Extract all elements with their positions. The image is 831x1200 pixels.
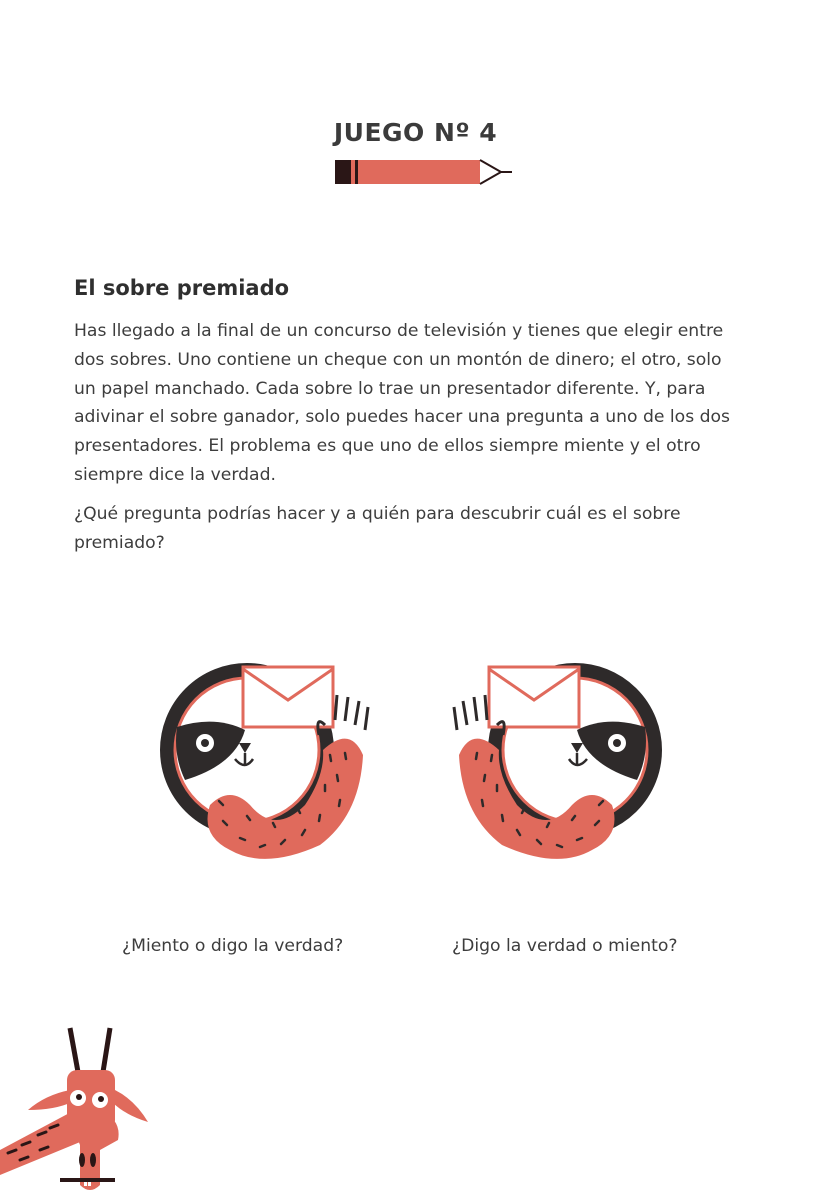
pencil-icon (333, 157, 513, 185)
left-sloth-caption: ¿Miento o digo la verdad? (122, 936, 344, 956)
goat-icon (0, 1010, 160, 1200)
right-sloth-caption: ¿Digo la verdad o miento? (452, 936, 678, 956)
sloth-with-envelope-icon (437, 655, 667, 870)
puzzle-description: Has llegado a la final de un concurso de televisión y tienes que elegir entre dos sobres. Uno contiene un cheque con un montón de dinero; el otro, solo un papel manchado. Cada sobre lo trae un presentador diferente. Y, para adivinar el sobre ganador, solo puedes hacer una pregunta a uno de los dos presentadores. El problema es que uno de ellos siempre miente y el otro siempre dice la verdad. (74, 321, 730, 485)
section-title: El sobre premiado (74, 276, 290, 300)
sloth-with-envelope-icon (155, 655, 385, 870)
puzzle-question: ¿Qué pregunta podrías hacer y a quién para descubrir cuál es el sobre premiado? (74, 504, 681, 553)
game-title: JUEGO Nº 4 (333, 118, 498, 147)
